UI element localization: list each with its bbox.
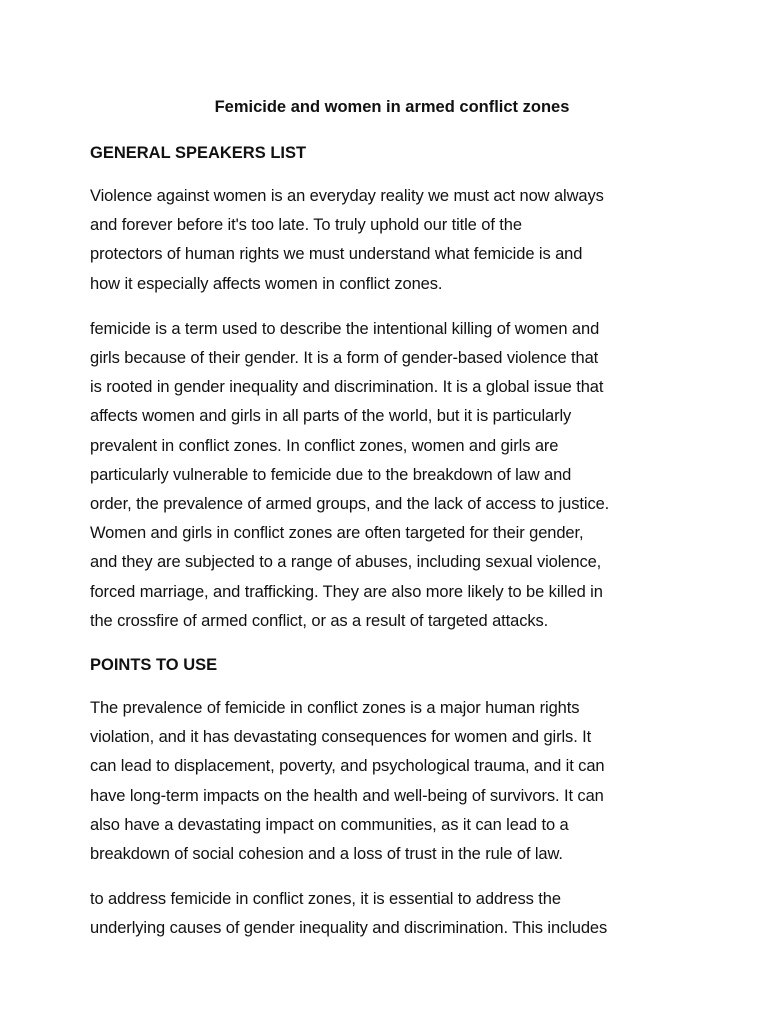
paragraph-intro — [90, 182, 690, 299]
text-line: breakdown of social cohesion and a loss of trust in the rule of law. — [90, 845, 563, 864]
document-body — [90, 94, 690, 960]
text-line: particularly vulnerable to femicide due to the breakdown of law and — [90, 465, 572, 484]
text-line: can lead to displacement, poverty, and psychological trauma, and it can — [90, 757, 605, 776]
text-line: and they are subjected to a range of abuses, including sexual violence, — [90, 553, 602, 572]
text-line: prevalent in conflict zones. In conflict zones, women and girls are — [90, 436, 559, 455]
paragraph-definition — [90, 315, 690, 636]
text-line: girls because of their gender. It is a form of gender-based violence that — [90, 349, 599, 368]
text-line: how it especially affects women in conflict zones. — [90, 274, 443, 293]
text-line: femicide is a term used to describe the intentional killing of women and — [90, 319, 600, 338]
text-line: protectors of human rights we must understand what femicide is and — [90, 245, 583, 264]
heading-points-to-use: POINTS TO USE — [90, 656, 218, 675]
text-line: to address femicide in conflict zones, it is essential to address the — [90, 890, 561, 909]
text-line: underlying causes of gender inequality and discrimination. This includes — [90, 919, 608, 938]
text-line: Violence against women is an everyday reality we must act now always — [90, 187, 604, 205]
text-line: also have a devastating impact on communities, as it can lead to a — [90, 815, 569, 834]
text-line: the crossfire of armed conflict, or as a result of targeted attacks. — [90, 611, 549, 630]
paragraph-address — [90, 885, 690, 943]
text-line: order, the prevalence of armed groups, and the lack of access to justice. — [90, 495, 610, 514]
text-line: The prevalence of femicide in conflict zones is a major human rights — [90, 699, 580, 718]
text-line: violation, and it has devastating consequences for women and girls. It — [90, 728, 592, 747]
text-line: have long-term impacts on the health and well-being of survivors. It can — [90, 786, 604, 805]
text-line: and forever before it's too late. To truly uphold our title of the — [90, 216, 522, 235]
document-title: Femicide and women in armed conflict zones — [214, 98, 570, 116]
text-line: is rooted in gender inequality and discrimination. It is a global issue that — [90, 378, 604, 397]
text-line: forced marriage, and trafficking. They are also more likely to be killed in — [90, 582, 603, 601]
paragraph-consequences — [90, 694, 690, 869]
text-line: Women and girls in conflict zones are often targeted for their gender, — [90, 524, 584, 543]
heading-general-speakers-list: GENERAL SPEAKERS LIST — [90, 144, 307, 162]
text-line: affects women and girls in all parts of the world, but it is particularly — [90, 407, 572, 426]
